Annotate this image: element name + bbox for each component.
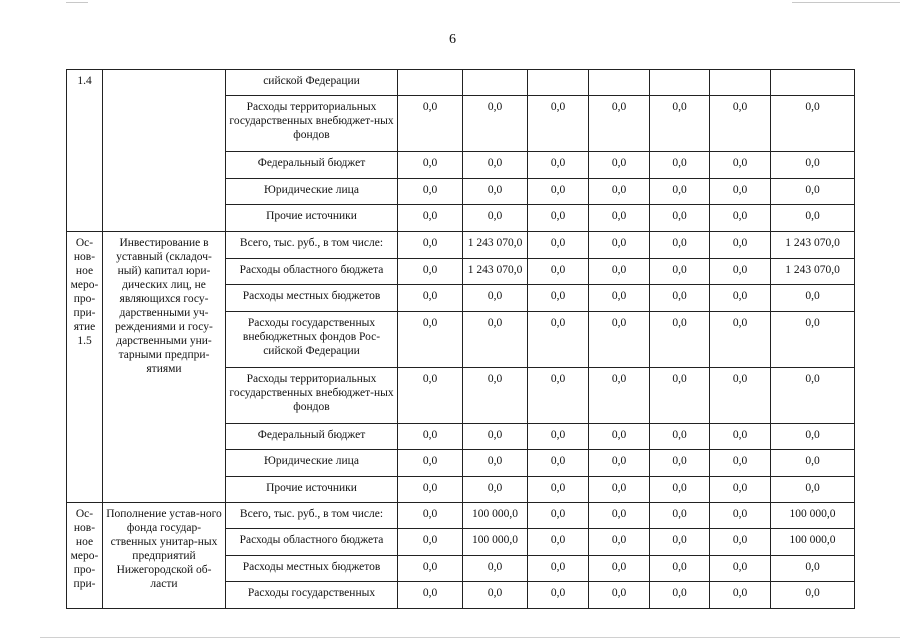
amount-cell: 0,0 [528, 477, 589, 503]
amount-cell: 0,0 [398, 259, 463, 285]
amount-cell: 100 000,0 [771, 529, 855, 556]
amount-cell: 1 243 070,0 [463, 232, 528, 259]
amount-cell: 0,0 [589, 477, 650, 503]
financing-table [66, 69, 855, 609]
amount-cell: 0,0 [771, 477, 855, 503]
amount-cell: 0,0 [528, 285, 589, 312]
amount-cell: 0,0 [463, 96, 528, 152]
top-rule-left [66, 2, 88, 3]
amount-cell: 0,0 [528, 259, 589, 285]
amount-cell: 0,0 [650, 312, 710, 368]
amount-cell: 0,0 [771, 205, 855, 232]
amount-cell: 0,0 [710, 205, 771, 232]
funding-source: сийской Федерации [226, 70, 398, 96]
activity-code: Ос-нов-ное меро-про-при- [67, 503, 103, 609]
amount-cell: 0,0 [463, 179, 528, 205]
amount-cell: 0,0 [398, 424, 463, 450]
amount-cell [650, 70, 710, 96]
amount-cell: 0,0 [589, 232, 650, 259]
amount-cell: 0,0 [710, 368, 771, 424]
funding-source: Всего, тыс. руб., в том числе: [226, 503, 398, 529]
amount-cell: 0,0 [528, 152, 589, 179]
amount-cell: 0,0 [771, 285, 855, 312]
funding-source: Расходы государственных [226, 582, 398, 609]
amount-cell: 0,0 [589, 582, 650, 609]
table-row [67, 503, 855, 529]
funding-source: Всего, тыс. руб., в том числе: [226, 232, 398, 259]
amount-cell: 0,0 [650, 285, 710, 312]
amount-cell: 0,0 [650, 96, 710, 152]
amount-cell: 0,0 [771, 152, 855, 179]
amount-cell: 1 243 070,0 [771, 259, 855, 285]
amount-cell: 0,0 [463, 205, 528, 232]
funding-source: Юридические лица [226, 179, 398, 205]
amount-cell: 0,0 [710, 503, 771, 529]
amount-cell: 1 243 070,0 [771, 232, 855, 259]
amount-cell: 0,0 [771, 179, 855, 205]
table-row [67, 232, 855, 259]
page-number: 6 [449, 32, 456, 47]
amount-cell [710, 70, 771, 96]
amount-cell [771, 70, 855, 96]
amount-cell: 0,0 [710, 424, 771, 450]
amount-cell: 100 000,0 [463, 529, 528, 556]
amount-cell: 0,0 [463, 285, 528, 312]
funding-source: Юридические лица [226, 450, 398, 477]
amount-cell: 0,0 [710, 582, 771, 609]
amount-cell: 0,0 [710, 152, 771, 179]
amount-cell: 0,0 [710, 450, 771, 477]
amount-cell: 0,0 [589, 152, 650, 179]
funding-source: Расходы территориальных государственных внебюджет-ных фондов [226, 368, 398, 424]
funding-source: Расходы местных бюджетов [226, 556, 398, 582]
amount-cell: 0,0 [710, 259, 771, 285]
amount-cell: 0,0 [710, 529, 771, 556]
amount-cell: 0,0 [589, 368, 650, 424]
amount-cell: 0,0 [771, 582, 855, 609]
funding-source: Федеральный бюджет [226, 424, 398, 450]
amount-cell: 0,0 [528, 205, 589, 232]
amount-cell [589, 70, 650, 96]
amount-cell: 0,0 [710, 477, 771, 503]
amount-cell: 0,0 [398, 232, 463, 259]
amount-cell: 0,0 [589, 529, 650, 556]
amount-cell: 0,0 [398, 582, 463, 609]
activity-name: Пополнение устав-ного фонда государ-ственных унитар-ных предприятий Нижегородской об-ласти [103, 503, 226, 609]
activity-name [103, 70, 226, 232]
amount-cell: 100 000,0 [771, 503, 855, 529]
amount-cell: 0,0 [398, 152, 463, 179]
activity-code: 1.4 [67, 70, 103, 232]
activity-name: Инвестирование в уставный (складоч-ный) капитал юри-дических лиц, не являющихся госу-дарственными уч-реждениями и госу-дарственными уни-тарными предпри-ятиями [103, 232, 226, 503]
funding-source: Федеральный бюджет [226, 152, 398, 179]
amount-cell: 0,0 [710, 179, 771, 205]
amount-cell: 0,0 [650, 205, 710, 232]
amount-cell: 0,0 [398, 503, 463, 529]
amount-cell: 0,0 [463, 450, 528, 477]
amount-cell: 0,0 [650, 503, 710, 529]
amount-cell: 0,0 [589, 503, 650, 529]
amount-cell: 100 000,0 [463, 503, 528, 529]
top-rule-right [792, 2, 900, 3]
amount-cell: 0,0 [710, 96, 771, 152]
amount-cell: 0,0 [771, 368, 855, 424]
amount-cell: 0,0 [398, 450, 463, 477]
amount-cell: 0,0 [771, 450, 855, 477]
amount-cell: 0,0 [463, 556, 528, 582]
bottom-rule [40, 637, 900, 638]
amount-cell: 0,0 [650, 424, 710, 450]
amount-cell: 0,0 [650, 179, 710, 205]
amount-cell: 0,0 [528, 582, 589, 609]
amount-cell: 0,0 [650, 152, 710, 179]
amount-cell: 0,0 [650, 529, 710, 556]
amount-cell: 0,0 [650, 259, 710, 285]
amount-cell: 0,0 [528, 556, 589, 582]
amount-cell: 0,0 [528, 312, 589, 368]
amount-cell: 0,0 [528, 424, 589, 450]
funding-source: Расходы территориальных государственных внебюджет-ных фондов [226, 96, 398, 152]
amount-cell: 0,0 [398, 96, 463, 152]
amount-cell: 0,0 [771, 96, 855, 152]
amount-cell: 0,0 [650, 556, 710, 582]
amount-cell: 0,0 [528, 179, 589, 205]
amount-cell: 0,0 [589, 96, 650, 152]
funding-source: Расходы областного бюджета [226, 529, 398, 556]
amount-cell: 0,0 [398, 312, 463, 368]
amount-cell: 0,0 [463, 424, 528, 450]
amount-cell: 0,0 [398, 556, 463, 582]
amount-cell: 0,0 [710, 232, 771, 259]
amount-cell: 0,0 [589, 205, 650, 232]
amount-cell [528, 70, 589, 96]
amount-cell: 0,0 [771, 424, 855, 450]
amount-cell: 0,0 [463, 477, 528, 503]
amount-cell: 0,0 [771, 556, 855, 582]
amount-cell: 0,0 [650, 232, 710, 259]
amount-cell: 0,0 [528, 529, 589, 556]
funding-source: Расходы государственных внебюджетных фондов Рос-сийской Федерации [226, 312, 398, 368]
amount-cell [463, 70, 528, 96]
amount-cell: 0,0 [398, 529, 463, 556]
amount-cell: 0,0 [589, 179, 650, 205]
table-body [67, 70, 855, 609]
funding-source: Расходы областного бюджета [226, 259, 398, 285]
amount-cell: 0,0 [463, 368, 528, 424]
amount-cell: 0,0 [528, 503, 589, 529]
amount-cell: 0,0 [650, 477, 710, 503]
funding-source: Прочие источники [226, 205, 398, 232]
amount-cell: 0,0 [589, 312, 650, 368]
amount-cell: 0,0 [398, 179, 463, 205]
amount-cell: 0,0 [650, 582, 710, 609]
amount-cell: 0,0 [589, 556, 650, 582]
amount-cell: 0,0 [528, 450, 589, 477]
amount-cell: 0,0 [528, 96, 589, 152]
amount-cell [398, 70, 463, 96]
amount-cell: 0,0 [589, 450, 650, 477]
activity-code: Ос-нов-ное меро-про-при-ятие 1.5 [67, 232, 103, 503]
amount-cell: 1 243 070,0 [463, 259, 528, 285]
amount-cell: 0,0 [589, 259, 650, 285]
amount-cell: 0,0 [463, 582, 528, 609]
funding-source: Расходы местных бюджетов [226, 285, 398, 312]
amount-cell: 0,0 [710, 556, 771, 582]
table-row [67, 70, 855, 96]
amount-cell: 0,0 [398, 285, 463, 312]
amount-cell: 0,0 [528, 368, 589, 424]
amount-cell: 0,0 [463, 312, 528, 368]
amount-cell: 0,0 [650, 368, 710, 424]
amount-cell: 0,0 [528, 232, 589, 259]
amount-cell: 0,0 [710, 312, 771, 368]
amount-cell: 0,0 [589, 424, 650, 450]
amount-cell: 0,0 [398, 205, 463, 232]
amount-cell: 0,0 [398, 477, 463, 503]
amount-cell: 0,0 [398, 368, 463, 424]
amount-cell: 0,0 [463, 152, 528, 179]
amount-cell: 0,0 [771, 312, 855, 368]
funding-source: Прочие источники [226, 477, 398, 503]
amount-cell: 0,0 [650, 450, 710, 477]
amount-cell: 0,0 [710, 285, 771, 312]
amount-cell: 0,0 [589, 285, 650, 312]
